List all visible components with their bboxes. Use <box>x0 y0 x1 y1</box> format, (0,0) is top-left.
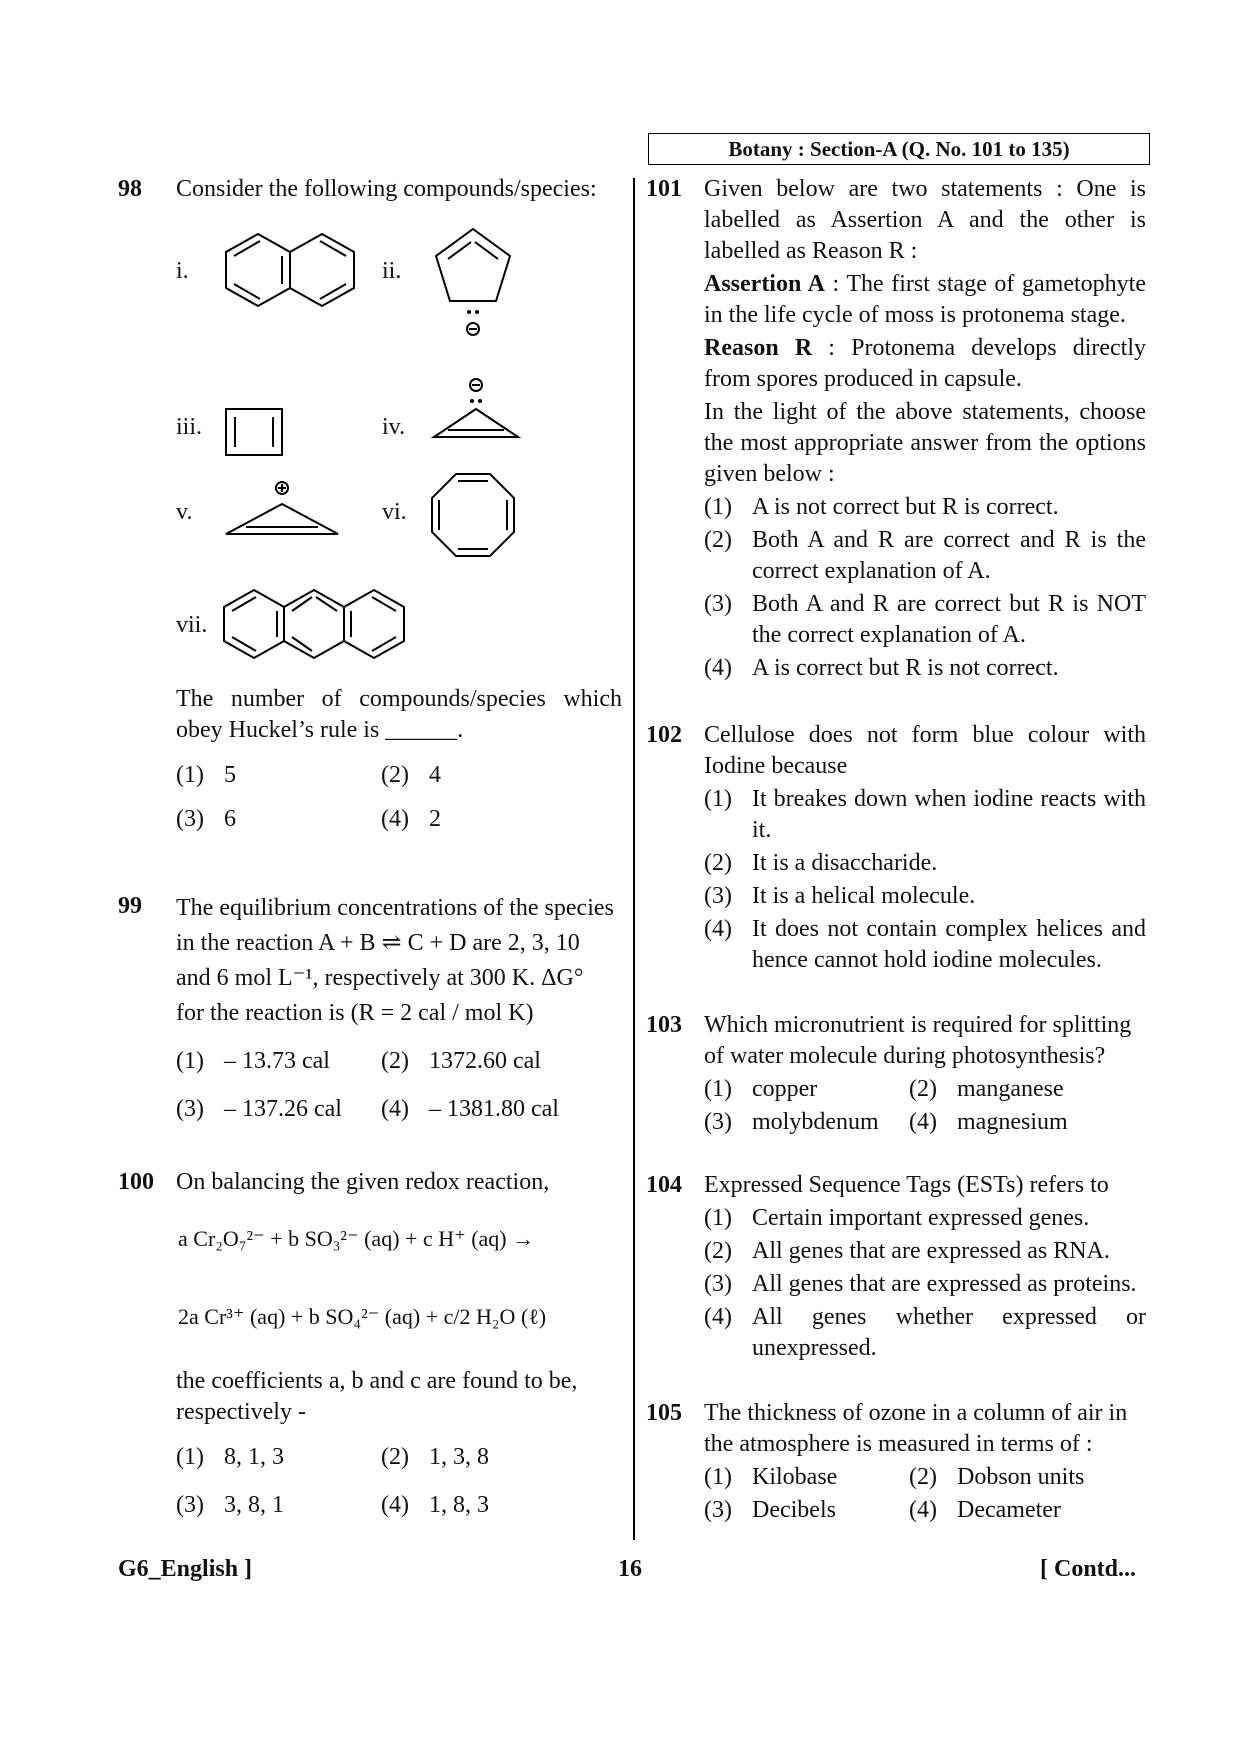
label-iv: iv. <box>382 414 406 440</box>
option[interactable]: (1) copper <box>704 1076 818 1102</box>
question-number-98: 98 <box>118 176 142 202</box>
option[interactable]: (2) It is a disaccharide. <box>704 850 938 876</box>
question-101-choose: In the light of the above statements, choose the most appropriate answer from the options given below : <box>704 399 1146 487</box>
question-105-text <box>704 1398 1150 1526</box>
redox-equation-line1: a Cr₂O₇²⁻ + b SO₃²⁻ (aq) + c H⁺ (aq) → <box>178 1226 535 1251</box>
label-vi: vi. <box>382 499 407 525</box>
option[interactable]: (4) It does not contain complex helices and hence cannot hold iodine molecules. <box>704 916 1146 973</box>
question-99-options-row2 <box>176 1094 586 1125</box>
option[interactable]: (3) 3, 8, 1 <box>176 1492 284 1518</box>
option[interactable]: (3) Both A and R are correct but R is NOT the correct explanation of A. <box>704 591 1146 648</box>
question-103-options-row1 <box>704 1074 1150 1105</box>
question-99-line: and 6 mol L⁻¹, respectively at 300 K. ΔG° <box>176 965 584 991</box>
option[interactable]: (2) 1372.60 cal <box>381 1048 541 1074</box>
reason-label: Reason R <box>704 335 813 361</box>
question-104-prompt: Expressed Sequence Tags (ESTs) refers to <box>704 1172 1109 1198</box>
question-103-options-row2 <box>704 1107 1150 1138</box>
column-divider <box>633 178 635 1540</box>
naphthalene-structure <box>220 230 370 310</box>
option[interactable]: (3) It is a helical molecule. <box>704 883 976 909</box>
question-105-options-row2 <box>704 1495 1150 1526</box>
option[interactable]: (4) 1, 8, 3 <box>381 1492 489 1518</box>
option[interactable]: (4) magnesium <box>909 1109 1068 1135</box>
question-number-104: 104 <box>646 1172 682 1198</box>
question-98-prompt: The number of compounds/species which obey Huckel’s rule is ______. <box>176 686 622 743</box>
question-98-options-row1 <box>176 760 586 791</box>
question-99-line: in the reaction A + B ⇌ C + D are 2, 3, 10 <box>176 930 580 956</box>
question-99-line: for the reaction is (R = 2 cal / mol K) <box>176 1000 534 1026</box>
option[interactable]: (1) 8, 1, 3 <box>176 1444 284 1470</box>
option[interactable]: (1) Certain important expressed genes. <box>704 1205 1090 1231</box>
question-number-105: 105 <box>646 1400 682 1426</box>
option[interactable]: (1) – 13.73 cal <box>176 1048 330 1074</box>
question-105-prompt: The thickness of ozone in a column of air in the atmosphere is measured in terms of : <box>704 1400 1128 1457</box>
option[interactable]: (3) All genes that are expressed as proteins. <box>704 1271 1137 1297</box>
question-98-text: Consider the following compounds/species: <box>176 176 597 202</box>
option[interactable]: (3) Decibels <box>704 1497 836 1523</box>
label-v: v. <box>176 499 193 525</box>
question-100-text: On balancing the given redox reaction, <box>176 1169 550 1195</box>
option[interactable]: (2) manganese <box>909 1076 1064 1102</box>
option[interactable]: (4) All genes whether expressed or unexpressed. <box>704 1304 1146 1361</box>
question-98-options-row2 <box>176 804 586 835</box>
reason <box>704 333 1146 395</box>
anthracene-structure <box>220 586 420 666</box>
question-102-prompt: Cellulose does not form blue colour with Iodine because <box>704 722 1146 779</box>
cyclooctatetraene-structure <box>428 470 518 560</box>
redox-equation-line2: 2a Cr³⁺ (aq) + b SO₄²⁻ (aq) + c/2 H₂O (ℓ) <box>178 1304 547 1329</box>
option[interactable]: (2) Both A and R are correct and R is the correct explanation of A. <box>704 527 1146 584</box>
question-number-101: 101 <box>646 176 682 202</box>
question-100-options-row2 <box>176 1490 586 1521</box>
question-101-text <box>704 174 1146 684</box>
label-vii: vii. <box>176 612 208 638</box>
question-number-99: 99 <box>118 893 142 919</box>
question-104-text <box>704 1170 1146 1364</box>
footer-right: [ Contd... <box>1040 1556 1137 1582</box>
question-102-text <box>704 720 1146 976</box>
question-number-100: 100 <box>118 1169 154 1195</box>
reason-text: : Protonema develops directly from spores produced in capsule. <box>704 335 1146 392</box>
option[interactable]: (1) 5 <box>176 762 236 788</box>
question-103-prompt: Which micronutrient is required for splitting of water molecule during photosynthesis? <box>704 1012 1132 1069</box>
cyclopentadienyl-anion-structure <box>428 225 518 345</box>
question-101-options <box>704 492 1146 684</box>
assertion-text: : The first stage of gametophyte in the life cycle of moss is protonema stage. <box>704 271 1146 328</box>
option[interactable]: (1) It breakes down when iodine reacts with it. <box>704 786 1146 843</box>
option[interactable]: (2) All genes that are expressed as RNA. <box>704 1238 1110 1264</box>
option[interactable]: (1) Kilobase <box>704 1464 838 1490</box>
option[interactable]: (3) molybdenum <box>704 1109 879 1135</box>
question-100-options-row1 <box>176 1442 586 1473</box>
question-103-text <box>704 1010 1150 1138</box>
option[interactable]: (4) A is correct but R is not correct. <box>704 655 1059 681</box>
label-i: i. <box>176 258 189 284</box>
cyclobutadiene-structure <box>222 405 288 461</box>
label-ii: ii. <box>382 258 402 284</box>
footer-left: G6_English ] <box>118 1556 253 1582</box>
question-number-103: 103 <box>646 1012 682 1038</box>
label-iii: iii. <box>176 414 203 440</box>
option[interactable]: (4) – 1381.80 cal <box>381 1096 559 1122</box>
question-99-options-row1 <box>176 1046 586 1077</box>
question-99-line: The equilibrium concentrations of the species <box>176 895 614 921</box>
option[interactable]: (3) – 137.26 cal <box>176 1096 342 1122</box>
question-99-text <box>176 891 626 1031</box>
question-number-102: 102 <box>646 722 682 748</box>
option[interactable]: (4) 2 <box>381 806 441 832</box>
question-100-text2: the coefficients a, b and c are found to be, respectively - <box>176 1368 578 1425</box>
section-header: Botany : Section-A (Q. No. 101 to 135) <box>648 133 1150 165</box>
question-102-options <box>704 784 1146 976</box>
option[interactable]: (4) Decameter <box>909 1497 1061 1523</box>
page-number: 16 <box>618 1556 642 1582</box>
question-101-intro: Given below are two statements : One is labelled as Assertion A and the other is labelled as Reason R : <box>704 176 1146 264</box>
assertion-label: Assertion A <box>704 271 825 297</box>
cyclopropenyl-cation-structure <box>222 478 348 538</box>
option[interactable]: (3) 6 <box>176 806 236 832</box>
option[interactable]: (1) A is not correct but R is correct. <box>704 494 1059 520</box>
assertion <box>704 269 1146 331</box>
option[interactable]: (2) 1, 3, 8 <box>381 1444 489 1470</box>
option[interactable]: (2) 4 <box>381 762 441 788</box>
option[interactable]: (2) Dobson units <box>909 1464 1085 1490</box>
cyclopropenyl-anion-structure <box>428 375 528 445</box>
question-105-options-row1 <box>704 1462 1150 1493</box>
question-104-options <box>704 1203 1146 1364</box>
